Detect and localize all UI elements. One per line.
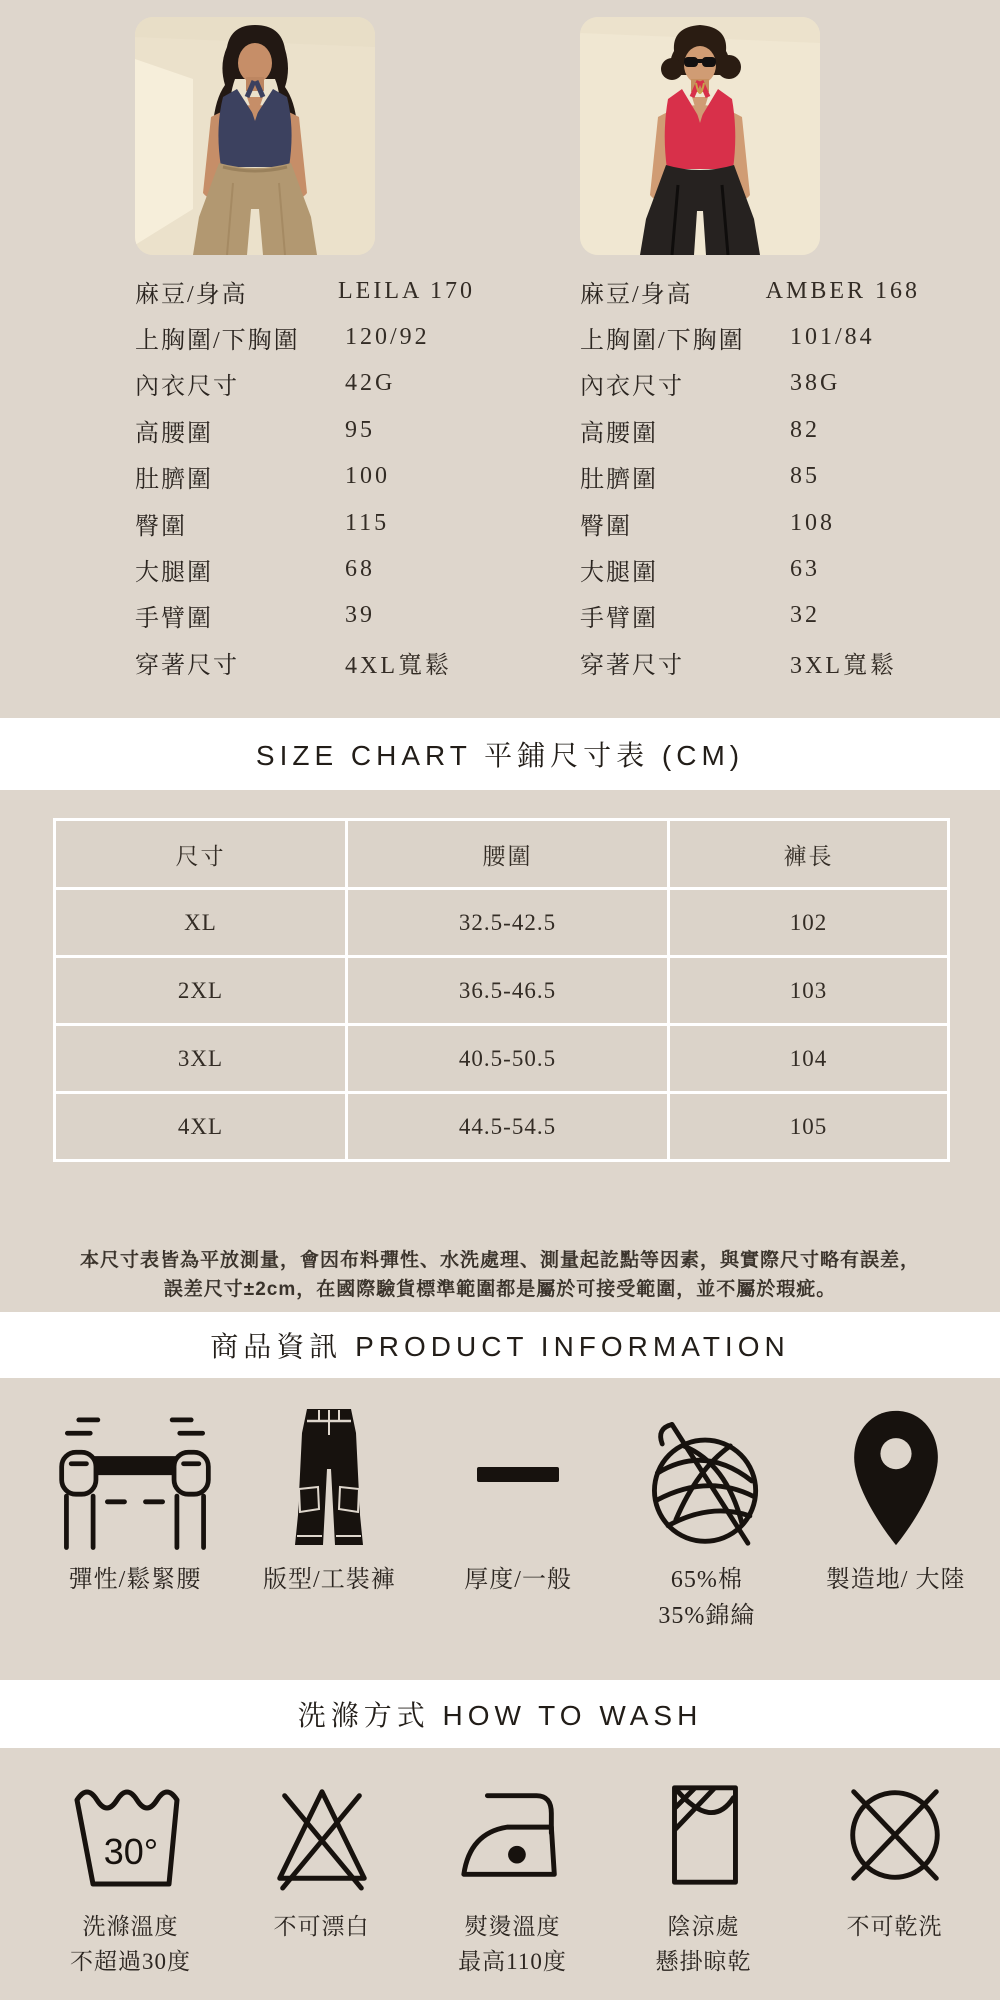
size-table-header-waist: 腰圍 (347, 820, 669, 889)
measurement-value: 63 (790, 556, 820, 583)
measurement-value: 82 (790, 416, 820, 443)
measurement-value: 68 (345, 556, 375, 583)
length-cell: 102 (669, 889, 949, 957)
product-info-title: 商品資訊 PRODUCT INFORMATION (210, 1331, 790, 1362)
length-cell: 105 (669, 1093, 949, 1161)
size-cell: XL (55, 889, 347, 957)
info-item-label: 65%棉 35%錦綸 (658, 1567, 756, 1629)
wash-item-label: 陰涼處 懸掛晾乾 (655, 1914, 752, 1974)
yarn-ball-icon (641, 1405, 773, 1551)
measurement-label: 內衣尺寸 (580, 374, 684, 401)
wash-band (0, 1680, 1000, 1748)
product-info-band (0, 1312, 1000, 1378)
size-table-row (55, 957, 949, 1025)
measurement-value: 85 (790, 463, 820, 490)
wash-item-label: 熨燙溫度 最高110度 (458, 1914, 567, 1974)
measurement-label: 上胸圍/下胸圍 (580, 328, 745, 355)
shade-hang-dry-icon (644, 1776, 764, 1894)
measurement-row (580, 454, 920, 500)
measurement-value: 38G (790, 370, 841, 397)
wash-section (0, 1748, 1000, 2000)
measurement-label: 臀圍 (580, 513, 632, 540)
size-disclaimer (0, 1246, 1000, 1305)
measurement-label: 麻豆/身高 (580, 281, 693, 308)
info-item-label: 厚度/一般 (464, 1567, 572, 1593)
measurement-value: 32 (790, 602, 820, 629)
iron-110-icon (453, 1776, 573, 1894)
size-disclaimer-line2: 誤差尺寸±2cm，在國際驗貨標準範圍都是屬於可接受範圍，並不屬於瑕疵。 (163, 1279, 837, 1301)
measurement-label: 大腿圍 (580, 560, 658, 587)
measurement-value: 115 (345, 509, 390, 536)
wash-item-temperature (35, 1772, 226, 2000)
measurement-label: 高腰圍 (135, 420, 213, 447)
size-cell: 2XL (55, 957, 347, 1025)
model-photo-amber (580, 17, 820, 255)
model-photo-figure (135, 17, 375, 255)
measurement-value: 108 (790, 509, 835, 536)
size-table-header-size: 尺寸 (55, 820, 347, 889)
model-column-leila (135, 17, 475, 686)
model-measurements-section (0, 0, 1000, 718)
stretch-elastic-icon (35, 1405, 235, 1551)
wash-item-label: 洗滌溫度 不超過30度 (70, 1914, 191, 1974)
measurement-label: 高腰圍 (580, 420, 658, 447)
thickness-bar-icon (463, 1405, 573, 1551)
measurement-value: 3XL寬鬆 (790, 652, 897, 679)
measurement-label: 手臂圍 (135, 606, 213, 633)
location-pin-icon (841, 1405, 951, 1551)
wash-item-label: 不可乾洗 (846, 1914, 943, 1939)
measurement-label: 大腿圍 (135, 560, 213, 587)
measurement-label: 內衣尺寸 (135, 374, 239, 401)
measurement-label: 穿著尺寸 (135, 652, 239, 679)
measurement-row (580, 593, 920, 639)
measurement-label: 麻豆/身高 (135, 281, 248, 308)
wash-tub-30-icon (65, 1776, 197, 1894)
waist-cell: 36.5-46.5 (347, 957, 669, 1025)
measurement-row (135, 361, 475, 407)
size-cell: 3XL (55, 1025, 347, 1093)
measurement-row (580, 407, 920, 453)
measurement-row (135, 454, 475, 500)
size-table (53, 818, 950, 1162)
measurement-row (580, 546, 920, 592)
wash-item-label: 不可漂白 (273, 1914, 370, 1939)
info-item-fabric (613, 1404, 802, 1680)
size-disclaimer-line1: 本尺寸表皆為平放測量，會因布料彈性、水洗處理、測量起訖點等因素，與實際尺寸略有誤差， (79, 1250, 920, 1271)
measurement-value: 95 (345, 416, 375, 443)
model-photo-figure (580, 17, 820, 255)
measurement-label: 穿著尺寸 (580, 652, 684, 679)
measurement-row (580, 268, 920, 314)
measurement-list (580, 268, 920, 686)
measurement-value: 120/92 (345, 324, 430, 351)
product-info-section (0, 1378, 1000, 1680)
waist-cell: 44.5-54.5 (347, 1093, 669, 1161)
waist-cell: 40.5-50.5 (347, 1025, 669, 1093)
size-chart-band (0, 718, 1000, 790)
measurement-value: AMBER 168 (765, 277, 920, 304)
measurement-row (135, 268, 475, 314)
size-cell: 4XL (55, 1093, 347, 1161)
size-chart-title: SIZE CHART 平鋪尺寸表 (CM) (255, 740, 745, 771)
measurement-value: LEILA 170 (338, 277, 475, 304)
measurement-row (580, 314, 920, 360)
measurement-label: 肚臍圍 (135, 467, 213, 494)
model-photo-leila (135, 17, 375, 255)
waist-cell: 32.5-42.5 (347, 889, 669, 957)
measurement-row (135, 314, 475, 360)
info-item-label: 製造地/ 大陸 (825, 1567, 966, 1593)
wash-item-dryclean (799, 1772, 990, 2000)
do-not-bleach-icon (262, 1776, 382, 1894)
measurement-row (135, 407, 475, 453)
measurement-list (135, 268, 475, 686)
measurement-row (580, 361, 920, 407)
measurement-value: 42G (345, 370, 396, 397)
measurement-row (135, 500, 475, 546)
measurement-value: 100 (345, 463, 390, 490)
measurement-label: 臀圍 (135, 513, 187, 540)
measurement-row (580, 500, 920, 546)
length-cell: 104 (669, 1025, 949, 1093)
measurement-row (135, 593, 475, 639)
model-column-amber (580, 17, 920, 686)
wash-temp-text: 30° (103, 1831, 158, 1872)
measurement-label: 上胸圍/下胸圍 (135, 328, 300, 355)
info-item-label: 版型/工裝褲 (263, 1567, 396, 1593)
size-table-section (0, 790, 1000, 1312)
info-item-thickness (424, 1404, 613, 1680)
size-table-header-row (55, 820, 949, 889)
measurement-label: 手臂圍 (580, 606, 658, 633)
measurement-value: 4XL寬鬆 (345, 652, 452, 679)
info-item-origin (801, 1404, 990, 1680)
info-item-label: 彈性/鬆緊腰 (68, 1567, 202, 1593)
measurement-row (135, 639, 475, 685)
cargo-pants-icon (273, 1405, 385, 1551)
info-item-elasticity (35, 1404, 235, 1680)
size-table-body (55, 889, 949, 1161)
measurement-row (580, 639, 920, 685)
measurement-label: 肚臍圍 (580, 467, 658, 494)
size-table-row (55, 889, 949, 957)
size-table-row (55, 1093, 949, 1161)
wash-item-bleach (226, 1772, 417, 2000)
info-item-fit (235, 1404, 424, 1680)
wash-item-dry (608, 1772, 799, 2000)
size-table-header-length: 褲長 (669, 820, 949, 889)
measurement-row (135, 546, 475, 592)
measurement-value: 39 (345, 602, 375, 629)
measurement-value: 101/84 (790, 324, 875, 351)
length-cell: 103 (669, 957, 949, 1025)
wash-title: 洗滌方式 HOW TO WASH (297, 1700, 703, 1731)
do-not-dryclean-icon (835, 1776, 955, 1894)
wash-item-iron (417, 1772, 608, 2000)
size-table-row (55, 1025, 949, 1093)
